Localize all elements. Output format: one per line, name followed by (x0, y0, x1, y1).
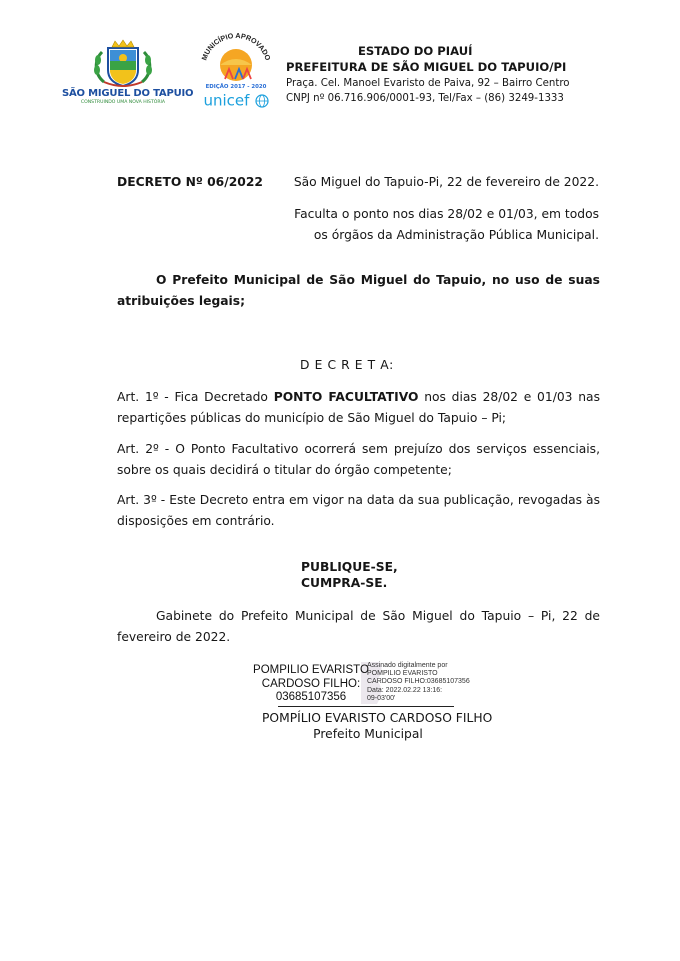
decree-number: DECRETO Nº 06/2022 (117, 175, 263, 189)
digital-signature-details (367, 662, 470, 703)
signer-line-3: 03685107356 (275, 691, 347, 703)
signer-block (250, 664, 372, 705)
decree-summary (294, 204, 599, 246)
decree-heading-decreta: D E C R E T A: (300, 358, 394, 372)
decree-place-date: São Miguel do Tapuio-Pi, 22 de fevereiro de 2022. (293, 175, 599, 189)
municipality-logo (62, 38, 194, 108)
unicef-seal-icon (195, 25, 277, 85)
digital-line-2: POMPILIO EVARISTO (367, 670, 438, 678)
article-2: Art. 2º - O Ponto Facultativo ocorrerá sem prejuízo dos serviços essenciais, sobre os quais decidirá o titular do órgão competente; (117, 442, 600, 477)
digital-line-5: 09-03'00' (367, 694, 396, 702)
article-1-prefix: Art. 1º - Fica Decretado (117, 390, 274, 404)
closing-statement: Gabinete do Prefeito Municipal de São Miguel do Tapuio – Pi, 22 de fevereiro de 2022. (117, 609, 600, 644)
digital-signature-stamp (250, 660, 490, 706)
unicef-approved-logo (195, 25, 277, 110)
article-1-suffix: nos dias 28/02 e 01/03 nas repartições públicas do município de São Miguel do Tapuio – Pi; (117, 390, 600, 425)
municipality-name: SÃO MIGUEL DO TAPUIO (62, 88, 194, 99)
article-1 (117, 387, 600, 429)
article-1-highlight: PONTO FACULTATIVO (273, 390, 419, 404)
digital-line-3: CARDOSO FILHO:03685107356 (367, 678, 470, 686)
unicef-brand: unicef (203, 91, 250, 110)
decree-preamble: O Prefeito Municipal de São Miguel do Tapuio, no uso de suas atribuições legais; (117, 273, 600, 308)
decree-summary-line-1: Faculta o ponto nos dias 28/02 e 01/03, em todos (294, 207, 599, 221)
unicef-edition: EDIÇÃO 2017 - 2020 (205, 84, 267, 90)
unicef-arc-text: MUNICÍPIO APROVADO (199, 30, 273, 62)
decree-summary-line-2: os órgãos da Administração Pública Municipal. (313, 228, 599, 242)
digital-line-1: Assinado digitalmente por (367, 662, 448, 669)
prefecture-cnpj: CNPJ nº 06.716.906/0001-93, Tel/Fax – (86) 3249-1333 (286, 93, 564, 104)
signature-line (278, 706, 454, 707)
digital-line-4: Data: 2022.02.22 13:16: (367, 686, 443, 694)
signer-name: POMPÍLIO EVARISTO CARDOSO FILHO (262, 711, 493, 725)
signer-line-2: CARDOSO FILHO: (261, 677, 361, 690)
article-3: Art. 3º - Este Decreto entra em vigor na data da sua publicação, revogadas às disposições em contrário. (117, 493, 600, 528)
signer-line-1: POMPILIO EVARISTO (253, 664, 369, 676)
publish-instruction: PUBLIQUE-SE, (301, 560, 398, 574)
state-name: ESTADO DO PIAUÍ (358, 44, 473, 58)
municipality-tagline: CONSTRUINDO UMA NOVA HISTÓRIA (80, 100, 166, 105)
prefecture-name: PREFEITURA DE SÃO MIGUEL DO TAPUIO/PI (286, 60, 567, 74)
prefecture-address: Praça. Cel. Manoel Evaristo de Paiva, 92 – Bairro Centro (286, 78, 570, 89)
comply-instruction: CUMPRA-SE. (301, 576, 388, 590)
unicef-globe-icon (255, 94, 269, 108)
signer-role: Prefeito Municipal (313, 727, 423, 741)
